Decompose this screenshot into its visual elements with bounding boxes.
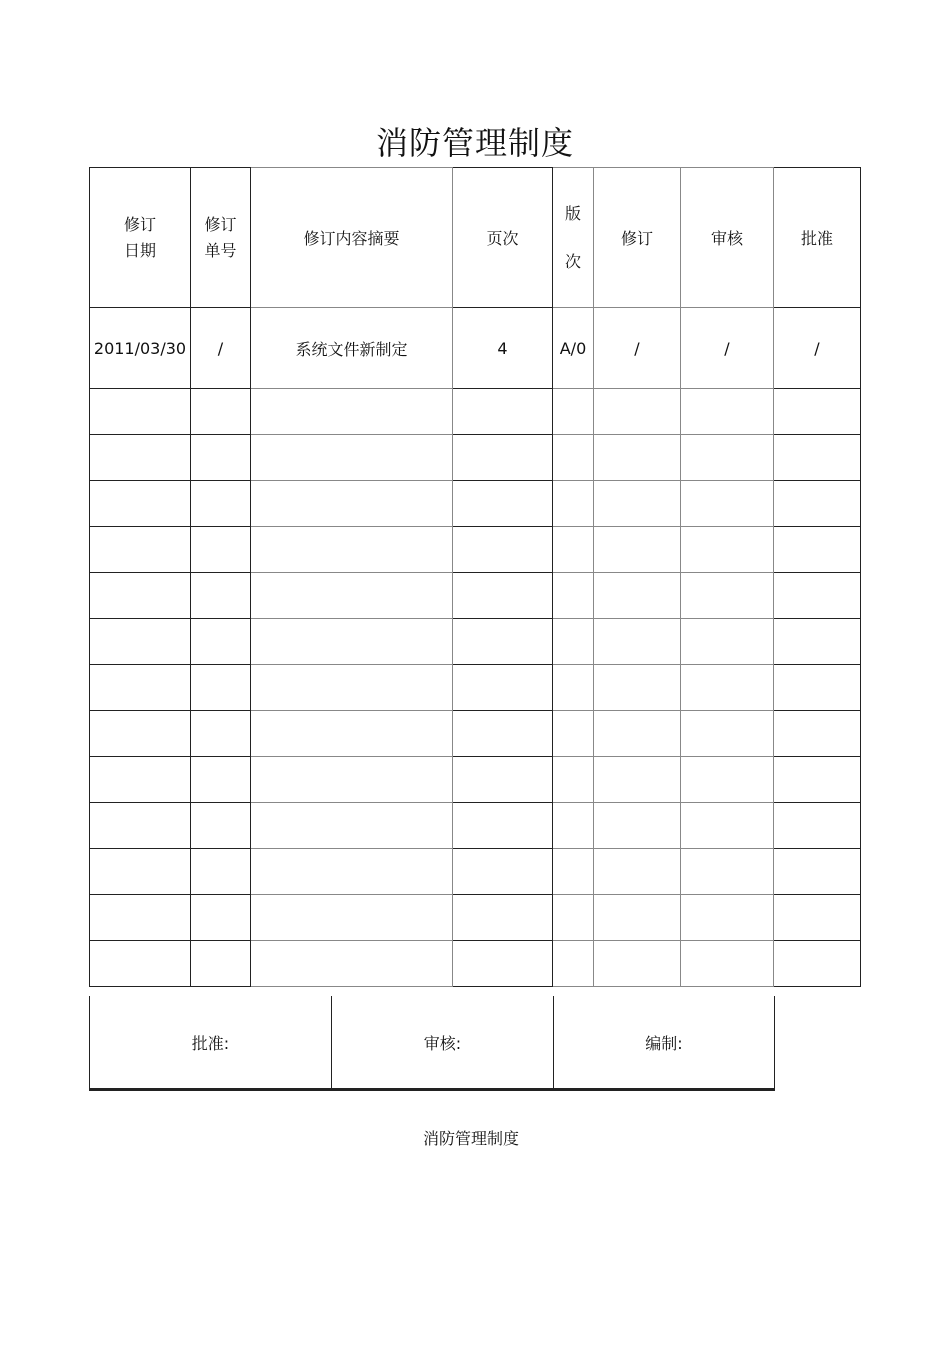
table-cell xyxy=(191,389,251,435)
table-cell xyxy=(191,527,251,573)
table-cell xyxy=(453,481,553,527)
table-cell xyxy=(681,757,774,803)
table-cell xyxy=(90,435,191,481)
table-cell xyxy=(594,389,681,435)
cell-review: / xyxy=(681,308,774,389)
header-approve: 批准 xyxy=(774,168,861,308)
table-cell xyxy=(553,711,594,757)
cell-pages: 4 xyxy=(453,308,553,389)
table-cell xyxy=(681,619,774,665)
table-cell xyxy=(191,435,251,481)
table-cell xyxy=(191,757,251,803)
table-cell xyxy=(681,665,774,711)
table-cell xyxy=(453,757,553,803)
header-version: 版 次 xyxy=(553,168,594,308)
table-row xyxy=(90,941,861,987)
cell-approve: / xyxy=(774,308,861,389)
table-cell xyxy=(90,619,191,665)
table-cell xyxy=(594,803,681,849)
signoff-row xyxy=(90,996,775,1090)
table-row xyxy=(90,619,861,665)
table-cell xyxy=(90,389,191,435)
table-row xyxy=(90,308,861,389)
table-cell xyxy=(594,711,681,757)
table-cell xyxy=(191,941,251,987)
table-cell xyxy=(774,665,861,711)
table-cell xyxy=(251,527,453,573)
table-cell xyxy=(453,941,553,987)
table-cell xyxy=(681,941,774,987)
table-cell xyxy=(251,711,453,757)
table-cell xyxy=(594,665,681,711)
table-cell xyxy=(251,389,453,435)
signoff-review: 审核: xyxy=(332,996,554,1090)
table-row xyxy=(90,573,861,619)
table-cell xyxy=(681,481,774,527)
table-cell xyxy=(594,619,681,665)
table-cell xyxy=(774,941,861,987)
header-pages: 页次 xyxy=(453,168,553,308)
table-cell xyxy=(191,849,251,895)
table-cell xyxy=(251,665,453,711)
header-review: 审核 xyxy=(681,168,774,308)
table-cell xyxy=(774,711,861,757)
page-footer: 消防管理制度 xyxy=(422,1129,519,1148)
table-cell xyxy=(681,435,774,481)
table-cell xyxy=(594,895,681,941)
table-cell xyxy=(553,849,594,895)
table-cell xyxy=(90,803,191,849)
table-header-row xyxy=(90,168,861,308)
table-cell xyxy=(774,481,861,527)
revision-table xyxy=(89,167,861,987)
table-cell xyxy=(191,803,251,849)
table-cell xyxy=(453,849,553,895)
table-cell xyxy=(774,573,861,619)
table-cell xyxy=(251,849,453,895)
table-cell xyxy=(453,527,553,573)
table-cell xyxy=(453,619,553,665)
table-cell xyxy=(681,573,774,619)
table-cell xyxy=(553,573,594,619)
table-cell xyxy=(594,941,681,987)
table-cell xyxy=(251,573,453,619)
table-cell xyxy=(453,573,553,619)
table-row xyxy=(90,389,861,435)
table-cell xyxy=(251,803,453,849)
header-revision-number: 修订 单号 xyxy=(191,168,251,308)
table-cell xyxy=(594,435,681,481)
table-cell xyxy=(774,527,861,573)
signoff-prepare: 编制: xyxy=(554,996,775,1090)
cell-revise: / xyxy=(594,308,681,389)
table-cell xyxy=(191,481,251,527)
table-cell xyxy=(90,527,191,573)
table-row xyxy=(90,435,861,481)
table-cell xyxy=(90,665,191,711)
table-cell xyxy=(774,619,861,665)
table-cell xyxy=(553,941,594,987)
table-cell xyxy=(553,895,594,941)
header-summary: 修订内容摘要 xyxy=(251,168,453,308)
table-cell xyxy=(553,435,594,481)
table-cell xyxy=(251,435,453,481)
table-cell xyxy=(553,389,594,435)
document-title: 消防管理制度 xyxy=(375,124,574,162)
table-cell xyxy=(681,389,774,435)
table-cell xyxy=(90,941,191,987)
table-cell xyxy=(774,389,861,435)
table-cell xyxy=(90,757,191,803)
table-cell xyxy=(453,665,553,711)
table-cell xyxy=(251,619,453,665)
header-revise: 修订 xyxy=(594,168,681,308)
table-row xyxy=(90,757,861,803)
table-cell xyxy=(681,895,774,941)
table-row xyxy=(90,665,861,711)
table-cell xyxy=(553,619,594,665)
table-cell xyxy=(594,757,681,803)
table-row xyxy=(90,849,861,895)
table-cell xyxy=(681,803,774,849)
blank-rows xyxy=(90,389,861,987)
table-cell xyxy=(774,849,861,895)
table-cell xyxy=(681,527,774,573)
table-cell xyxy=(453,711,553,757)
table-cell xyxy=(594,573,681,619)
table-cell xyxy=(553,803,594,849)
cell-date: 2011/03/30 xyxy=(90,308,191,389)
table-cell xyxy=(90,849,191,895)
table-row xyxy=(90,711,861,757)
table-cell xyxy=(774,435,861,481)
table-cell xyxy=(553,665,594,711)
table-cell xyxy=(681,849,774,895)
cell-number: / xyxy=(191,308,251,389)
table-cell xyxy=(453,895,553,941)
table-cell xyxy=(90,895,191,941)
table-cell xyxy=(251,895,453,941)
header-revision-date: 修订 日期 xyxy=(90,168,191,308)
table-cell xyxy=(90,711,191,757)
table-cell xyxy=(90,573,191,619)
table-row xyxy=(90,527,861,573)
table-cell xyxy=(681,711,774,757)
table-cell xyxy=(191,619,251,665)
table-cell xyxy=(774,803,861,849)
table-cell xyxy=(251,481,453,527)
table-cell xyxy=(594,527,681,573)
table-cell xyxy=(453,435,553,481)
table-cell xyxy=(251,757,453,803)
table-row xyxy=(90,895,861,941)
cell-summary: 系统文件新制定 xyxy=(251,308,453,389)
table-cell xyxy=(191,711,251,757)
table-cell xyxy=(594,481,681,527)
cell-version: A/0 xyxy=(553,308,594,389)
table-cell xyxy=(453,803,553,849)
table-cell xyxy=(453,389,553,435)
table-cell xyxy=(553,757,594,803)
table-row xyxy=(90,803,861,849)
table-cell xyxy=(774,757,861,803)
table-cell xyxy=(191,665,251,711)
table-cell xyxy=(251,941,453,987)
table-cell xyxy=(594,849,681,895)
table-cell xyxy=(553,527,594,573)
signoff-approve: 批准: xyxy=(90,996,332,1090)
table-cell xyxy=(553,481,594,527)
table-cell xyxy=(191,573,251,619)
table-row xyxy=(90,481,861,527)
table-cell xyxy=(90,481,191,527)
table-cell xyxy=(191,895,251,941)
table-cell xyxy=(774,895,861,941)
signoff-table xyxy=(89,996,775,1091)
